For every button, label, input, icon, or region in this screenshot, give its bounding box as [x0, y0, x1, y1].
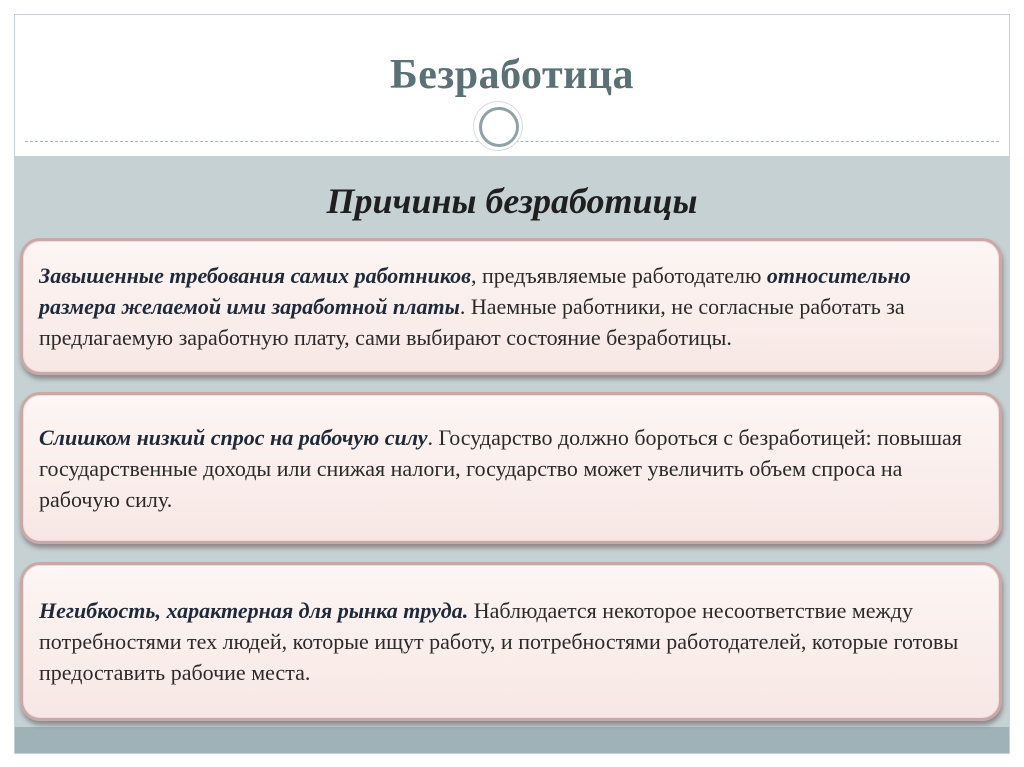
cause-2-text: . Государство должно бороться с безработицей: повышая государственные доходы или снижая налоги, государство может увеличить объем спроса на рабочую силу. [39, 424, 962, 512]
cause-3-text: Наблюдается некоторое несоответствие между потребностями тех людей, которые ищут работу, и потребностями работодателей, которые готовы предоставить рабочие места. [39, 598, 959, 685]
cause-box-1 [20, 238, 1002, 375]
cause-1-text: , предъявляемые работодателю [470, 263, 767, 288]
bottom-strip [15, 727, 1009, 753]
cause-2-heading: Слишком низкий спрос на рабочую силу [39, 424, 428, 450]
circle-ornament-icon [474, 102, 522, 150]
cause-text-1 [39, 260, 977, 353]
cause-1-heading: Завышенные требования самих работников [39, 263, 471, 288]
cause-3-heading: Негибкость, характерная для рынка труда. [39, 598, 469, 623]
cause-1-emphasis: относительно размера желаемой ими заработной платы [39, 263, 911, 319]
cause-1-text: . Наемные работники, не согласные работать за предлагаемую заработную плату, сами выбирают состояние безработицы. [39, 294, 905, 350]
cause-text-3 [39, 595, 977, 688]
slide-subtitle: Причины безработицы [326, 181, 698, 221]
cause-box-3 [20, 562, 1002, 721]
slide-title: Безработица [389, 52, 635, 98]
cause-text-2 [39, 422, 977, 515]
cause-box-2 [20, 392, 1002, 544]
